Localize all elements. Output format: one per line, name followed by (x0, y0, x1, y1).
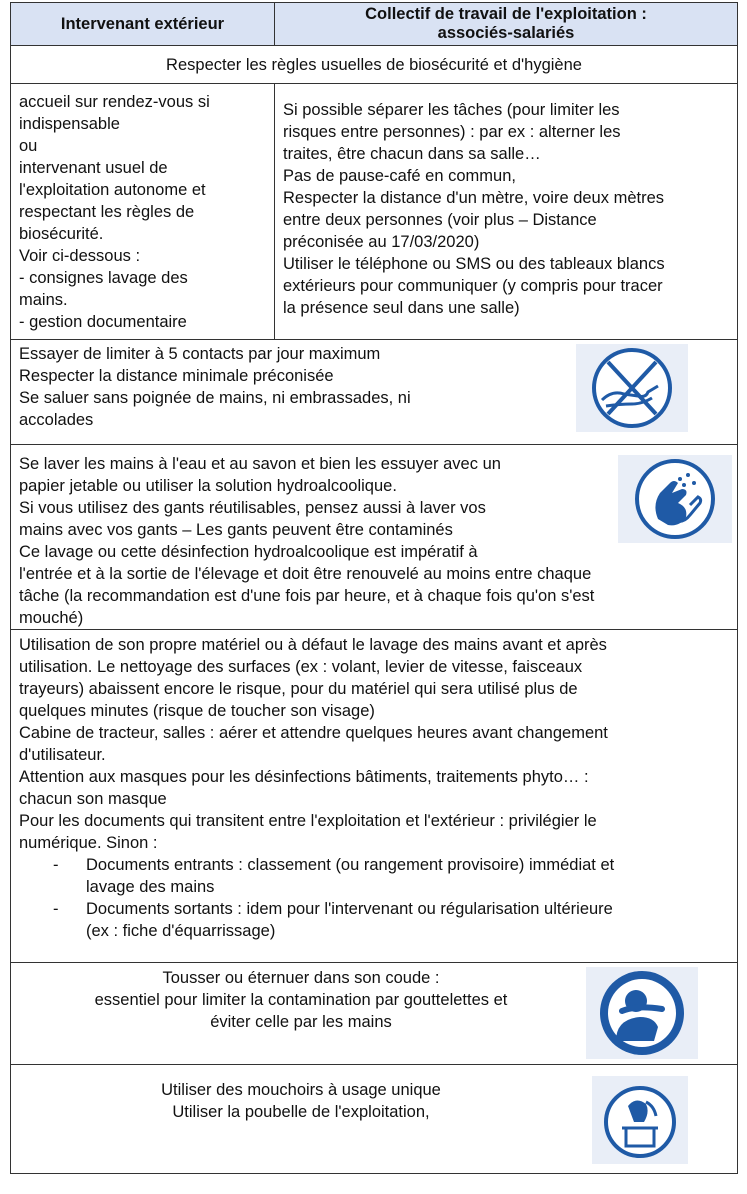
header-col1 (11, 3, 274, 45)
external-contributor-line: Voir ci-dessous : (19, 247, 141, 265)
cough-line: essentiel pour limiter la contamination par gouttelettes et (94, 991, 508, 1009)
contacts-line: Se saluer sans poignée de mains, ni embrassades, ni (19, 389, 411, 407)
equipment-line: d'utilisateur. (19, 746, 106, 764)
external-contributor-line: ou (19, 137, 38, 155)
biosecurity-row (11, 50, 737, 82)
contacts-line: accolades (19, 411, 94, 429)
hand-washing-icon (618, 455, 732, 543)
external-contributor-line: intervenant usuel de (19, 159, 168, 177)
guidelines-table (10, 2, 738, 1174)
rule (274, 83, 275, 339)
external-contributor-line: mains. (19, 291, 68, 309)
external-contributor-line: biosécurité. (19, 225, 104, 243)
work-collective-line: risques entre personnes) : par ex : alterner les (283, 123, 621, 141)
equipment-line: utilisation. Le nettoyage des surfaces (ex : volant, levier de vitesse, faisceaux (19, 658, 583, 676)
external-contributor-line: - gestion documentaire (19, 313, 187, 331)
work-collective-line: préconisée au 17/03/2020) (283, 233, 480, 251)
document-bullets (19, 854, 735, 942)
equipment-line: Utilisation de son propre matériel ou à défaut le lavage des mains avant et après (19, 636, 607, 654)
equipment-line: trayeurs) abaissent encore le risque, pour du matériel qui sera utilisé plus de (19, 680, 578, 698)
rule (11, 45, 737, 46)
rule (11, 1064, 737, 1065)
bullet-dash: - (53, 856, 59, 874)
external-contributor-line: indispensable (19, 115, 120, 133)
handwash-line: l'entrée et à la sortie de l'élevage et doit être renouvelé au moins entre chaque (19, 565, 592, 583)
equipment-line: Cabine de tracteur, salles : aérer et attendre quelques heures avant changement (19, 724, 608, 742)
handwash-line: Ce lavage ou cette désinfection hydroalcoolique est impératif à (19, 543, 478, 561)
handwash-text (19, 453, 719, 633)
equipment-line: quelques minutes (risque de toucher son visage) (19, 702, 375, 720)
handwash-line: mouché) (19, 609, 84, 627)
no-handshake-icon (576, 344, 688, 432)
external-contributor-line: accueil sur rendez-vous si (19, 93, 210, 111)
equipment-line: numérique. Sinon : (19, 834, 158, 852)
equipment-line: Pour les documents qui transitent entre l'exploitation et l'extérieur : privilégier le (19, 812, 597, 830)
rule (11, 339, 737, 340)
equipment-line: chacun son masque (19, 790, 167, 808)
equipment-lines (19, 634, 735, 854)
handwash-line: papier jetable ou utiliser la solution hydroalcoolique. (19, 477, 397, 495)
cough-elbow-icon (586, 967, 698, 1059)
external-contributor-line: l'exploitation autonome et (19, 181, 206, 199)
external-contributor-line: respectant les règles de (19, 203, 195, 221)
handwash-line: Si vous utilisez des gants réutilisables, pensez aussi à laver vos (19, 499, 486, 517)
tissues-line: Utiliser la poubelle de l'exploitation, (172, 1103, 430, 1121)
equipment-text (19, 634, 735, 959)
rule (11, 83, 737, 84)
equipment-line: Attention aux masques pour les désinfections bâtiments, traitements phyto… : (19, 768, 589, 786)
cough-text (11, 967, 591, 1037)
tissues-line: Utiliser des mouchoirs à usage unique (161, 1081, 441, 1099)
header-col2 (275, 3, 737, 45)
handwash-line: Se laver les mains à l'eau et au savon et bien les essuyer avec un (19, 455, 501, 473)
external-contributor-cell (19, 91, 271, 335)
tissue-bin-icon (592, 1076, 688, 1164)
cough-line: éviter celle par les mains (210, 1013, 392, 1031)
contacts-line: Respecter la distance minimale préconisée (19, 367, 334, 385)
document-bullet (19, 898, 735, 942)
header-col2-line2: associés-salariés (437, 24, 575, 42)
header-col2-line1: Collectif de travail de l'exploitation : (365, 5, 647, 23)
work-collective-line: la présence seul dans une salle) (283, 299, 520, 317)
bullet-line: (ex : fiche d'équarrissage) (86, 922, 276, 940)
work-collective-line: traites, être chacun dans sa salle… (283, 145, 541, 163)
document-bullet (19, 854, 735, 898)
header-col1-text: Intervenant extérieur (60, 15, 225, 33)
handwash-line: tâche (la recommandation est d'une fois par heure, et à chaque fois qu'on s'est (19, 587, 595, 605)
work-collective-line: entre deux personnes (voir plus – Distance (283, 211, 597, 229)
external-contributor-line: - consignes lavage des (19, 269, 188, 287)
bullet-line: Documents entrants : classement (ou rangement provisoire) immédiat et (86, 856, 615, 874)
work-collective-line: extérieurs pour communiquer (y compris pour tracer (283, 277, 663, 295)
bullet-line: lavage des mains (86, 878, 215, 896)
contacts-text (19, 343, 579, 439)
contacts-line: Essayer de limiter à 5 contacts par jour maximum (19, 345, 381, 363)
rule (274, 3, 275, 45)
rule (11, 962, 737, 963)
work-collective-line: Utiliser le téléphone ou SMS ou des tableaux blancs (283, 255, 665, 273)
biosecurity-text: Respecter les règles usuelles de biosécurité et d'hygiène (166, 56, 582, 74)
cough-line: Tousser ou éternuer dans son coude : (162, 969, 440, 987)
rule (11, 629, 737, 630)
bullet-line: Documents sortants : idem pour l'intervenant ou régularisation ultérieure (86, 900, 613, 918)
bullet-dash: - (53, 900, 59, 918)
work-collective-line: Si possible séparer les tâches (pour limiter les (283, 101, 620, 119)
work-collective-line: Pas de pause-café en commun, (283, 167, 516, 185)
handwash-line: mains avec vos gants – Les gants peuvent être contaminés (19, 521, 453, 539)
work-collective-cell (283, 99, 733, 335)
work-collective-line: Respecter la distance d'un mètre, voire deux mètres (283, 189, 664, 207)
tissues-text (11, 1079, 591, 1139)
rule (11, 444, 737, 445)
